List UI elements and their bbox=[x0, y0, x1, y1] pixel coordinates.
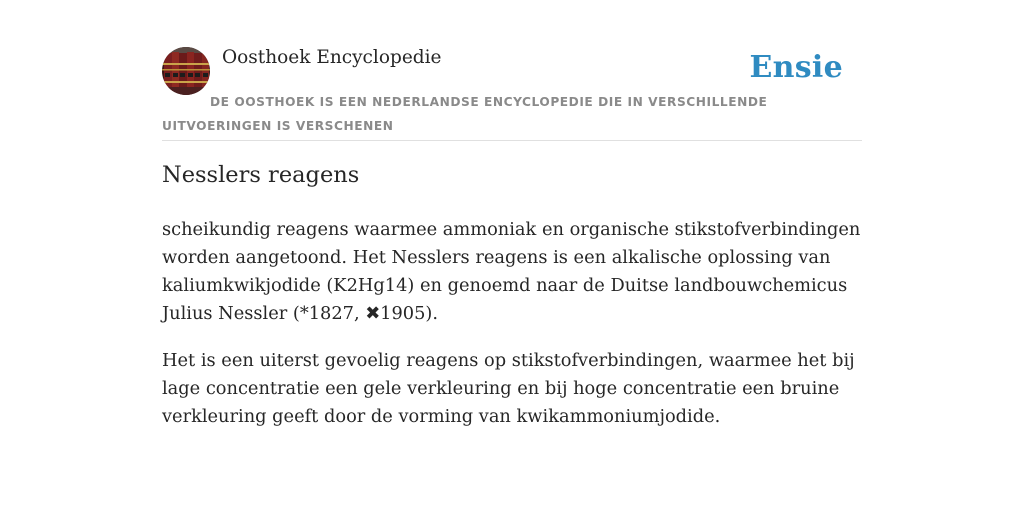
article-paragraph: Het is een uiterst gevoelig reagens op stikstofverbindingen, waarmee het bij lage concentratie een gele verkleuring en bij hoge concentratie een bruine verkleuring geeft door de vorming van kwikammoniumjodide. bbox=[162, 350, 855, 427]
source-name[interactable]: Oosthoek Encyclopedie bbox=[222, 47, 442, 68]
site-header bbox=[162, 46, 862, 141]
article-title: Nesslers reagens bbox=[162, 162, 360, 188]
article-body bbox=[162, 216, 865, 450]
brand-logo[interactable]: Ensie bbox=[749, 50, 843, 85]
source-tagline: DE OOSTHOEK IS EEN NEDERLANDSE ENCYCLOPEDIE DIE IN VERSCHILLENDE UITVOERINGEN IS VERSCHENEN bbox=[162, 95, 768, 133]
encyclopedia-books-icon[interactable] bbox=[162, 47, 210, 95]
article-paragraph: scheikundig reagens waarmee ammoniak en organische stikstofverbindingen worden aangetoond. Het Nesslers reagens is een alkalische oplossing van kaliumkwikjodide (K2Hg14) en genoemd naar de Duitse landbouwchemicus Julius Nessler (*1827, ✖1905). bbox=[162, 219, 861, 324]
